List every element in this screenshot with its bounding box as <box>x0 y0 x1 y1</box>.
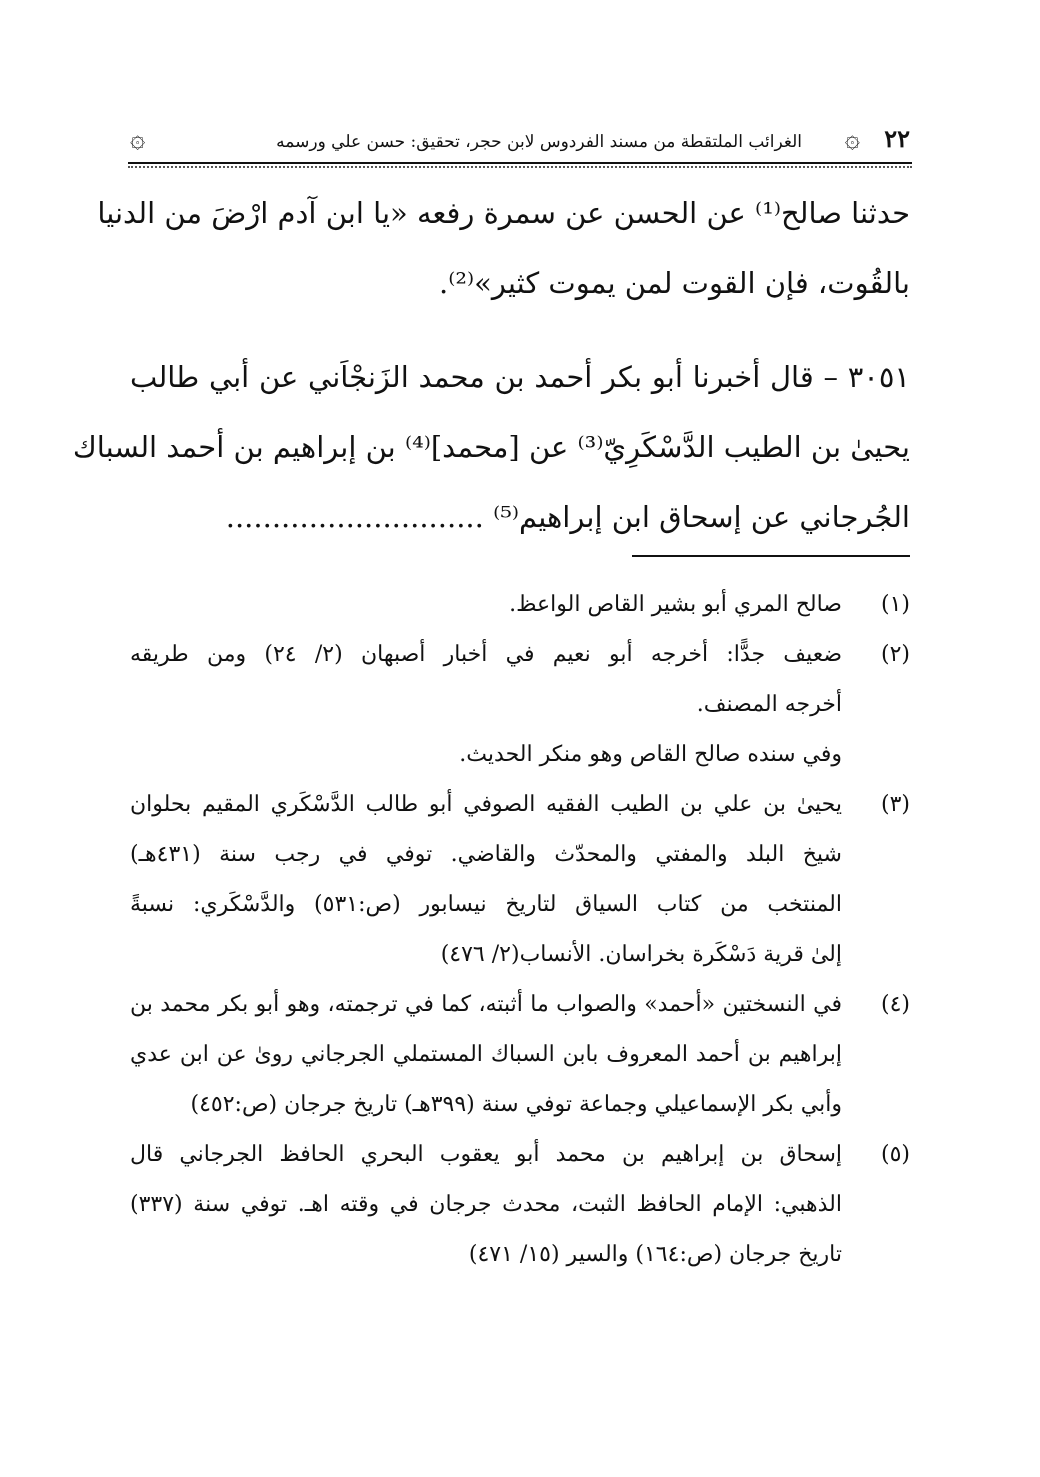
text-line: الجُرجاني عن إسحاق ابن إبراهيم⁽⁵⁾ ............................ <box>225 500 910 534</box>
footnotes <box>130 580 910 1280</box>
footnote-number: (٢) <box>880 642 910 667</box>
footnote-line: أخرجه المصنف. <box>696 692 842 717</box>
footnote-line: ضعيف جدًّا: أخرجه أبو نعيم في أخبار أصبهان (٢/ ٢٤) ومن طريقه <box>130 642 843 667</box>
footnote-separator <box>632 555 910 557</box>
header-dotted-rule <box>128 166 912 168</box>
footnote-line: صالح المري أبو بشير القاص الواعظ. <box>509 592 842 617</box>
running-header <box>128 120 912 164</box>
text-line: حدثنا صالح⁽¹⁾ عن الحسن عن سمرة رفعه «يا ابن آدم ارْضَ من الدنيا <box>97 196 910 230</box>
footnote-3 <box>130 780 910 980</box>
footnote-number: (٤) <box>880 992 910 1017</box>
header-title: الغرائب الملتقطة من مسند الفردوس لابن حجر، تحقيق: حسن علي ورسمه <box>276 132 802 152</box>
text-line: يحيىٰ بن الطيب الدَّسْكَرِيّ⁽³⁾ عن [محمد]⁽⁴⁾ بن إبراهيم بن أحمد السباك <box>72 430 910 464</box>
footnote-number: (٣) <box>880 792 910 817</box>
footnote-line: وفي سنده صالح القاص وهو منكر الحديث. <box>459 742 842 767</box>
footnote-5 <box>130 1130 910 1280</box>
footnote-4 <box>130 980 910 1130</box>
footnote-line: إسحاق بن إبراهيم بن محمد أبو يعقوب البحري الحافظ الجرجاني قال <box>130 1142 842 1167</box>
footnote-1 <box>130 580 910 630</box>
footnote-line: في النسختين «أحمد» والصواب ما أثبته، كما في ترجمته، وهو أبو بكر محمد بن <box>130 992 842 1017</box>
footnote-line: تاريخ جرجان (ص:١٦٤) والسير (١٥/ ٤٧١) <box>468 1242 842 1267</box>
footnote-number: (٥) <box>880 1142 910 1167</box>
text-line: ٣٠٥١ – قال أخبرنا أبو بكر أحمد بن محمد الزَنجْاَني عن أبي طالب <box>130 360 910 394</box>
text-line: بالقُوت، فإن القوت لمن يموت كثير»⁽²⁾. <box>439 266 910 300</box>
footnote-2 <box>130 630 910 780</box>
ornament-icon: ۞ <box>130 124 146 154</box>
page-number: ٢٢ <box>884 124 910 153</box>
header-rule <box>128 162 912 164</box>
main-text <box>72 178 910 552</box>
footnote-line: يحيىٰ بن علي بن الطيب الفقيه الصوفي أبو طالب الدَّسْكَري المقيم بحلوان <box>130 792 842 817</box>
footnote-number: (١) <box>880 592 910 617</box>
ornament-icon: ۞ <box>844 124 860 154</box>
footnote-line: الذهبي: الإمام الحافظ الثبت، محدث جرجان في وقته اهـ. توفي سنة (٣٣٧) <box>130 1192 842 1217</box>
footnote-line: إلىٰ قرية دَسْكَرة بخراسان. الأنساب(٢/ ٤٧٦) <box>440 942 842 967</box>
footnote-line: المنتخب من كتاب السياق لتاريخ نيسابور (ص:٥٣١) والدَّسْكَري: نسبةً <box>130 892 842 917</box>
footnote-line: شيخ البلد والمفتي والمحدّث والقاضي. توفي في رجب سنة (٤٣١هـ) <box>130 842 842 867</box>
footnote-line: إبراهيم بن أحمد المعروف بابن السباك المستملي الجرجاني روىٰ عن ابن عدي <box>130 1042 842 1067</box>
footnote-line: وأبي بكر الإسماعيلي وجماعة توفي سنة (٣٩٩هـ) تاريخ جرجان (ص:٤٥٢) <box>190 1092 842 1117</box>
